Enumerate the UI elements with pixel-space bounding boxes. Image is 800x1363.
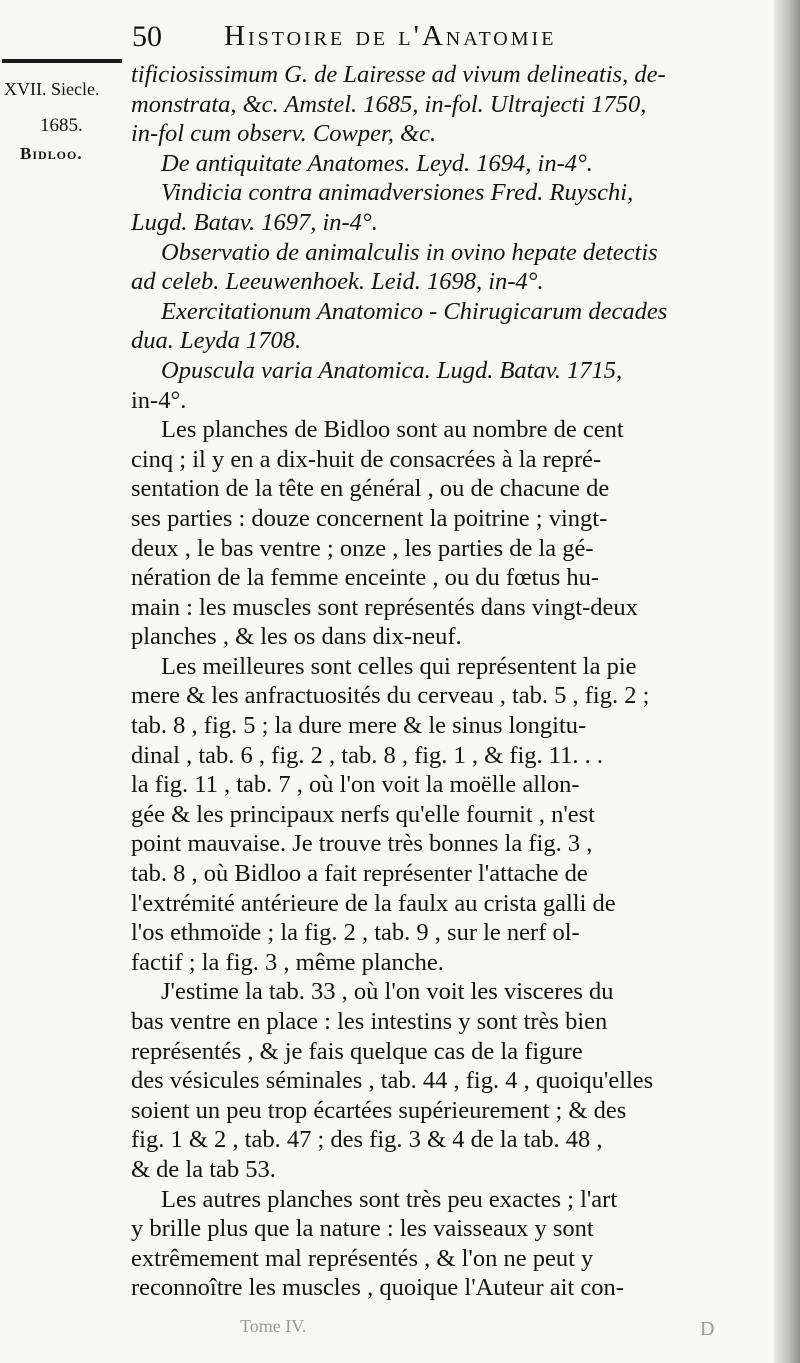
- text-line: De antiquitate Anatomes. Leyd. 1694, in-4°.: [161, 149, 593, 177]
- text-line: reconnoître les muscles , quoique l'Auteur ait con-: [131, 1274, 624, 1302]
- text-line: gée & les principaux nerfs qu'elle fournit , n'est: [131, 800, 595, 828]
- text-line: ses parties : douze concernent la poitrine ; vingt-: [131, 504, 608, 532]
- text-line: planches , & les os dans dix-neuf.: [131, 623, 462, 651]
- text-line: nération de la femme enceinte , ou du fœtus hu-: [131, 564, 600, 592]
- text-line: extrêmement mal représentés , & l'on ne peut y: [131, 1244, 594, 1272]
- margin-century: XVII. Siecle.: [4, 79, 100, 99]
- running-title: Histoire de l'Anatomie: [224, 20, 557, 52]
- text-line: cinq ; il y en a dix-huit de consacrées à la repré-: [131, 445, 602, 473]
- body-text: [131, 60, 751, 1303]
- text-line: deux , le bas ventre ; onze , les parties de la gé-: [131, 534, 594, 562]
- text-line: mere & les anfractuosités du cerveau , tab. 5 , fig. 2 ;: [131, 682, 650, 710]
- text-line: fig. 1 & 2 , tab. 47 ; des fig. 3 & 4 de la tab. 48 ,: [131, 1126, 603, 1154]
- page-edge: [774, 0, 800, 1363]
- text-line: & de la tab 53.: [131, 1155, 276, 1183]
- text-line: représentés , & je fais quelque cas de la figure: [131, 1037, 583, 1065]
- text-line: main : les muscles sont représentés dans vingt-deux: [131, 593, 638, 621]
- text-line: sentation de la tête en général , ou de chacune de: [131, 475, 610, 503]
- text-line: point mauvaise. Je trouve très bonnes la fig. 3 ,: [131, 830, 593, 858]
- text-line: Opuscula varia Anatomica. Lugd. Batav. 1715,: [161, 356, 623, 384]
- text-line: y brille plus que la nature : les vaisseaux y sont: [131, 1215, 594, 1243]
- text-line: Les planches de Bidloo sont au nombre de cent: [161, 416, 624, 444]
- text-line: tab. 8 , où Bidloo a fait représenter l'attache de: [131, 860, 588, 888]
- text-line: ad celeb. Leeuwenhoek. Leid. 1698, in-4°.: [131, 268, 544, 296]
- text-line: factif ; la fig. 3 , même planche.: [131, 948, 444, 976]
- running-header: [132, 20, 772, 56]
- text-line: in-4°.: [131, 386, 187, 414]
- text-line: bas ventre en place : les intestins y sont très bien: [131, 1008, 608, 1035]
- text-line: la fig. 11 , tab. 7 , où l'on voit la moëlle allon-: [131, 771, 580, 799]
- text-line: soient un peu trop écartées supérieurement ; & des: [131, 1096, 627, 1124]
- text-line: l'extrémité antérieure de la faulx au crista galli de: [131, 889, 616, 917]
- text-line: J'estime la tab. 33 , où l'on voit les visceres du: [161, 978, 614, 1006]
- signature-mark: D: [700, 1318, 715, 1340]
- text-line: in-fol cum observ. Cowper, &c.: [131, 120, 437, 148]
- text-line: monstrata, &c. Amstel. 1685, in-fol. Ultrajecti 1750,: [131, 90, 647, 118]
- text-line: Lugd. Batav. 1697, in-4°.: [131, 208, 378, 236]
- text-line: dua. Leyda 1708.: [131, 327, 302, 355]
- page-number: 50: [132, 20, 162, 53]
- margin-year: 1685.: [40, 115, 83, 136]
- text-line: Exercitationum Anatomico - Chirugicarum decades: [161, 297, 668, 325]
- text-line: Vindicia contra animadversiones Fred. Ruyschi,: [161, 179, 634, 207]
- text-line: tificiosissimum G. de Lairesse ad vivum delineatis, de-: [131, 61, 666, 88]
- margin-author: Bidloo.: [20, 144, 83, 163]
- text-line: dinal , tab. 6 , fig. 2 , tab. 8 , fig. 1 , & fig. 11. . .: [131, 741, 604, 769]
- text-line: des vésicules séminales , tab. 44 , fig. 4 , quoiqu'elles: [131, 1067, 654, 1095]
- text-line: Les meilleures sont celles qui représentent la pie: [161, 652, 637, 680]
- margin-rule: [2, 59, 122, 63]
- text-line: Les autres planches sont très peu exactes ; l'art: [161, 1185, 618, 1213]
- text-line: tab. 8 , fig. 5 ; la dure mere & le sinus longitu-: [131, 712, 587, 740]
- bleed-through-text: Tome IV.: [240, 1316, 307, 1336]
- text-line: Observatio de animalculis in ovino hepate detectis: [161, 238, 658, 266]
- text-line: l'os ethmoïde ; la fig. 2 , tab. 9 , sur le nerf ol-: [131, 919, 580, 947]
